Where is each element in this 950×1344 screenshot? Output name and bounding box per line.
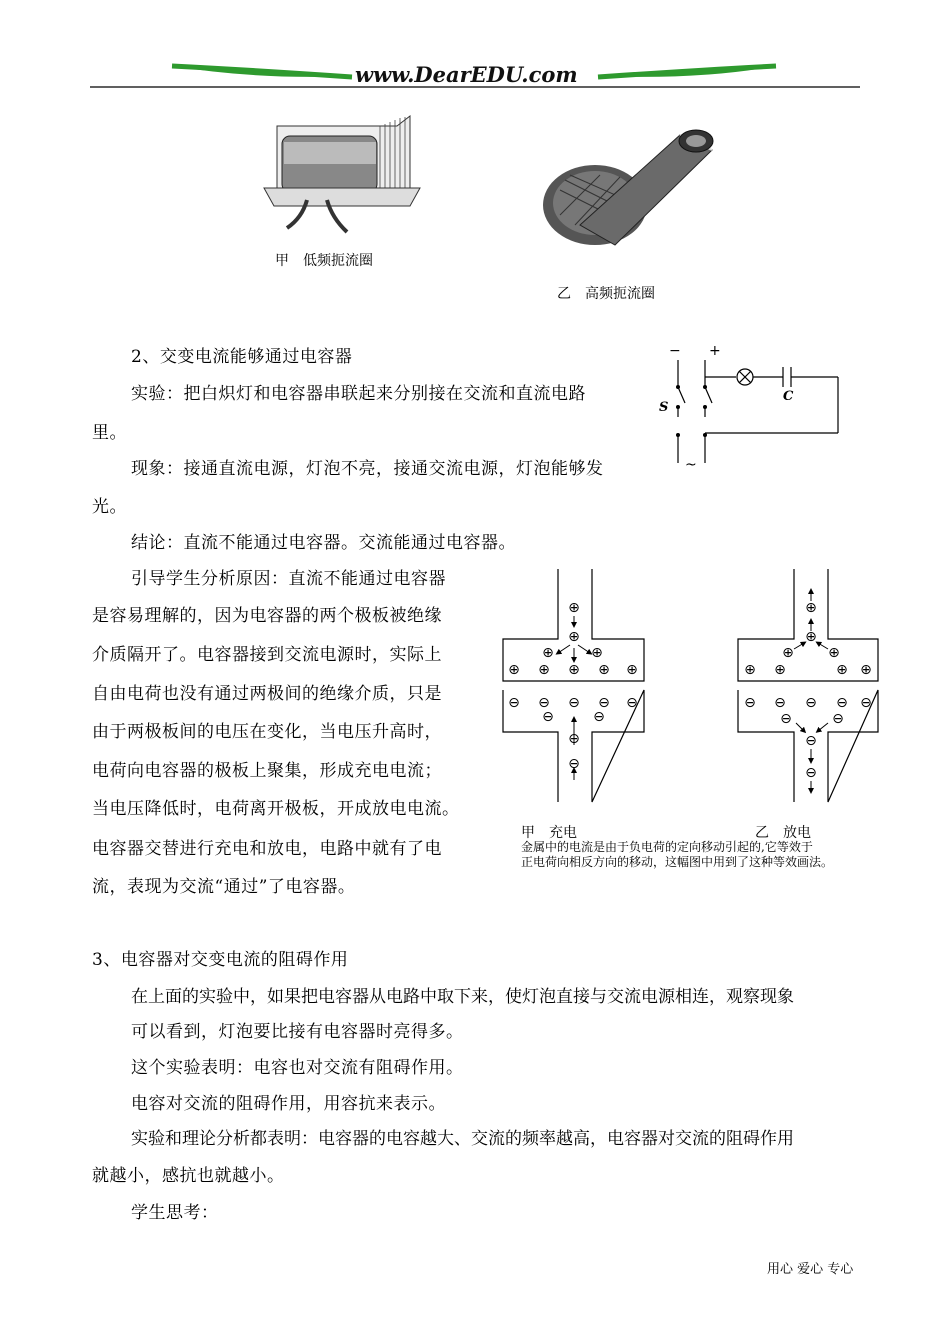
section3-line-6: 就越小，感抗也就越小。 [92,1166,285,1186]
svg-text:⊖: ⊖ [593,709,605,725]
svg-text:⊕: ⊕ [542,645,554,661]
svg-text:⊖: ⊖ [744,695,756,711]
discharging-arrows [794,591,828,791]
high-freq-choke-image [540,105,720,260]
svg-text:⊖: ⊖ [542,709,554,725]
conclusion-line: 结论：直流不能通过电容器。交流能通过电容器。 [131,533,516,553]
guide-line-2: 是容易理解的，因为电容器的两个极板被绝缘 [92,606,442,626]
discharging-caption: 乙 放电 [755,825,811,841]
section3-line-4: 电容对交流的阻碍作用，用容抗来表示。 [131,1094,446,1114]
svg-text:⊕: ⊕ [508,662,520,678]
section3-line-5: 实验和理论分析都表明：电容器的电容越大、交流的频率越高，电容器对交流的阻碍作用 [131,1129,794,1149]
charging-caption: 甲 充电 [521,825,577,841]
svg-text:⊕: ⊕ [591,645,603,661]
svg-text:⊖: ⊖ [805,765,817,781]
svg-text:⊕: ⊕ [805,629,817,645]
svg-text:⊖: ⊖ [626,695,638,711]
guide-line-7: 当电压降低时，电荷离开极板，开成放电电流。 [92,799,460,819]
charge-discharge-diagram [498,565,898,825]
section2-title: 2、交变电流能够通过电容器 [131,347,353,367]
section3-title: 3、电容器对交变电流的阻碍作用 [92,950,349,970]
svg-text:⊕: ⊕ [744,662,756,678]
figure-note-2: 正电荷向相反方向的移动，这幅图中用到了这种等效画法。 [521,855,834,869]
svg-text:⊖: ⊖ [538,695,550,711]
section3-line-7: 学生思考： [131,1203,219,1223]
svg-text:⊕: ⊕ [828,645,840,661]
svg-text:⊖: ⊖ [836,695,848,711]
svg-text:⊖: ⊖ [832,711,844,727]
svg-text:⊖: ⊖ [568,731,580,747]
guide-line-3: 介质隔开了。电容器接到交流电源时，实际上 [92,645,442,665]
svg-text:⊖: ⊖ [860,695,872,711]
svg-text:⊕: ⊕ [598,662,610,678]
switch-label: S [659,400,669,415]
section3-line-2: 可以看到，灯泡要比接有电容器时亮得多。 [131,1022,464,1042]
svg-text:⊖: ⊖ [780,711,792,727]
guide-line-8: 电容器交替进行充电和放电，电路中就有了电 [92,839,442,859]
site-url[interactable]: www.DearEDU.com [355,62,578,87]
svg-text:⊕: ⊕ [626,662,638,678]
low-freq-choke-caption: 甲 低频扼流圈 [275,253,373,269]
guide-line-9: 流，表现为交流“通过”了电容器。 [92,877,356,897]
svg-text:⊕: ⊕ [774,662,786,678]
high-freq-choke-caption: 乙 高频扼流圈 [557,286,655,302]
section3-line-3: 这个实验表明：电容也对交流有阻碍作用。 [131,1058,464,1078]
experiment-line-2: 里。 [92,423,127,443]
guide-line-5: 由于两极板间的电压在变化，当电压升高时， [92,722,442,742]
phenomenon-line-2: 光。 [92,497,127,517]
svg-text:⊖: ⊖ [568,695,580,711]
plus-label: + [709,343,721,359]
svg-text:⊕: ⊕ [568,629,580,645]
capacitor-circuit-diagram [655,345,845,475]
guide-line-1: 引导学生分析原因：直流不能通过电容器 [131,569,446,589]
figure-note-1: 金属中的电流是由于负电荷的定向移动引起的,它等效于 [521,840,813,854]
low-freq-choke-image [262,108,422,238]
svg-text:⊕: ⊕ [568,662,580,678]
svg-text:⊖: ⊖ [568,756,580,772]
footer-motto: 用心 爱心 专心 [767,1262,854,1277]
phenomenon-line-1: 现象：接通直流电源，灯泡不亮，接通交流电源，灯泡能够发 [131,459,604,479]
svg-text:⊕: ⊕ [538,662,550,678]
capacitor-label: C [783,389,794,404]
svg-text:⊕: ⊕ [568,600,580,616]
svg-text:⊖: ⊖ [805,733,817,749]
svg-text:⊕: ⊕ [782,645,794,661]
svg-text:⊖: ⊖ [508,695,520,711]
guide-line-6: 电荷向电容器的极板上聚集，形成充电电流； [92,761,442,781]
svg-text:⊖: ⊖ [774,695,786,711]
svg-text:⊖: ⊖ [805,695,817,711]
guide-line-4: 自由电荷也没有通过两极间的绝缘介质，只是 [92,684,442,704]
ac-symbol: ~ [685,457,697,473]
svg-text:⊕: ⊕ [805,600,817,616]
discharging-charges [744,600,872,781]
experiment-line-1: 实验：把白炽灯和电容器串联起来分别接在交流和直流电路 [131,384,586,404]
svg-text:⊕: ⊕ [860,662,872,678]
svg-text:⊕: ⊕ [836,662,848,678]
section3-line-1: 在上面的实验中，如果把电容器从电路中取下来，使灯泡直接与交流电源相连，观察现象 [131,987,794,1007]
minus-label: − [669,343,681,359]
svg-text:⊖: ⊖ [598,695,610,711]
